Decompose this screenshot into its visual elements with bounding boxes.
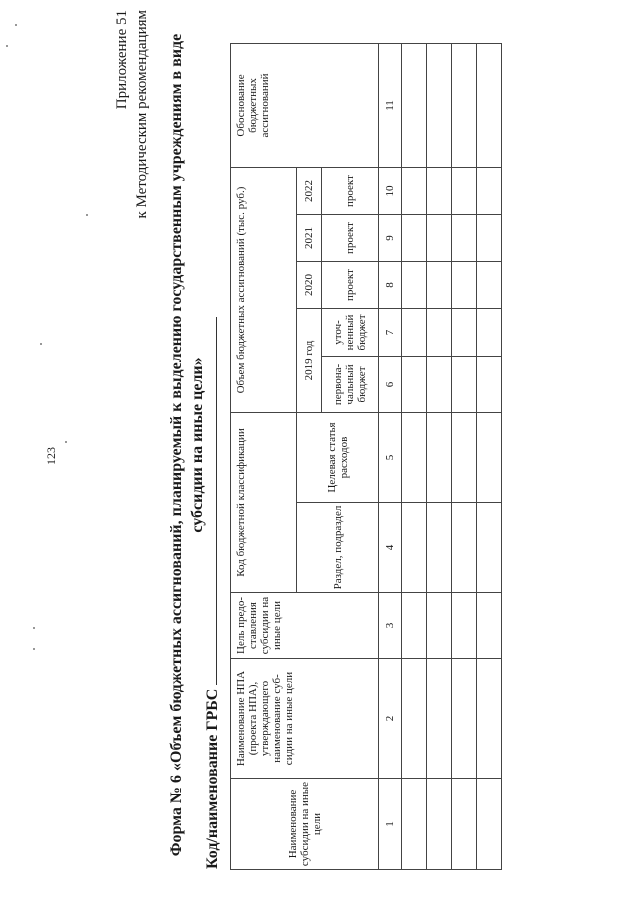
header-year-2019: 2019 год (297, 309, 322, 413)
scan-speck (15, 24, 17, 26)
header-budget-volume: Объем бюджетных ассигнований (тыс. руб.) (231, 168, 297, 413)
scan-speck (33, 627, 35, 629)
header-year-2022: 2022 (297, 168, 322, 215)
column-number: 1 (379, 779, 402, 870)
appendix-line1: Приложение 51 (114, 10, 130, 110)
column-number: 2 (379, 659, 402, 779)
scan-speck (86, 214, 88, 216)
scan-speck (6, 45, 8, 47)
column-number: 11 (379, 44, 402, 168)
column-number: 5 (379, 413, 402, 503)
column-number: 6 (379, 357, 402, 413)
header-2019-refined: уточ-ненный бюджет (322, 309, 379, 357)
grbs-field (202, 317, 222, 869)
column-number: 7 (379, 309, 402, 357)
appendix-line2: к Методическим рекомендациям (134, 10, 150, 219)
column-numbers-row (379, 44, 402, 870)
header-2019-initial: первона-чальный бюджет (322, 357, 379, 413)
scan-speck (40, 343, 42, 345)
grbs-label: Код/наименование ГРБС (204, 688, 221, 869)
column-number: 9 (379, 215, 402, 262)
header-year-2021: 2021 (297, 215, 322, 262)
scan-speck (33, 648, 35, 650)
appendix-heading (112, 10, 152, 219)
header-year-2020: 2020 (297, 262, 322, 309)
header-subsidy-name: Наименование субсидии на иные цели (231, 779, 379, 870)
table-row (402, 44, 427, 870)
grbs-blank-line (202, 317, 217, 685)
scan-speck (65, 441, 67, 443)
header-budget-code: Код бюджетной классификации (231, 413, 297, 593)
header-2022-project: проект (322, 168, 379, 215)
form-title-line2: субсидии на иные цели» (189, 357, 206, 533)
header-target-article: Целевая статья расходов (297, 413, 379, 503)
header-subsidy-purpose: Цель предо-ставления субсидии на иные цели (231, 593, 379, 659)
header-2021-project: проект (322, 215, 379, 262)
header-npa-name: Наименование НПА (проекта НПА), утверждающего наименование суб-сидии на иные цели (231, 659, 379, 779)
column-number: 8 (379, 262, 402, 309)
table-row (477, 44, 502, 870)
table-row (452, 44, 477, 870)
column-number: 10 (379, 168, 402, 215)
header-section: Раздел, подраздел (297, 503, 379, 593)
column-number: 3 (379, 593, 402, 659)
subsidy-form-table (230, 43, 502, 870)
page-number: 123 (44, 447, 58, 465)
form-title-line1: Форма № 6 «Объем бюджетных ассигнований, планируемый к выделению государственным учреждениям в виде (168, 33, 185, 857)
header-justification: Обоснование бюджетных ассигнований (231, 44, 379, 168)
column-number: 4 (379, 503, 402, 593)
table-row (427, 44, 452, 870)
header-2020-project: проект (322, 262, 379, 309)
